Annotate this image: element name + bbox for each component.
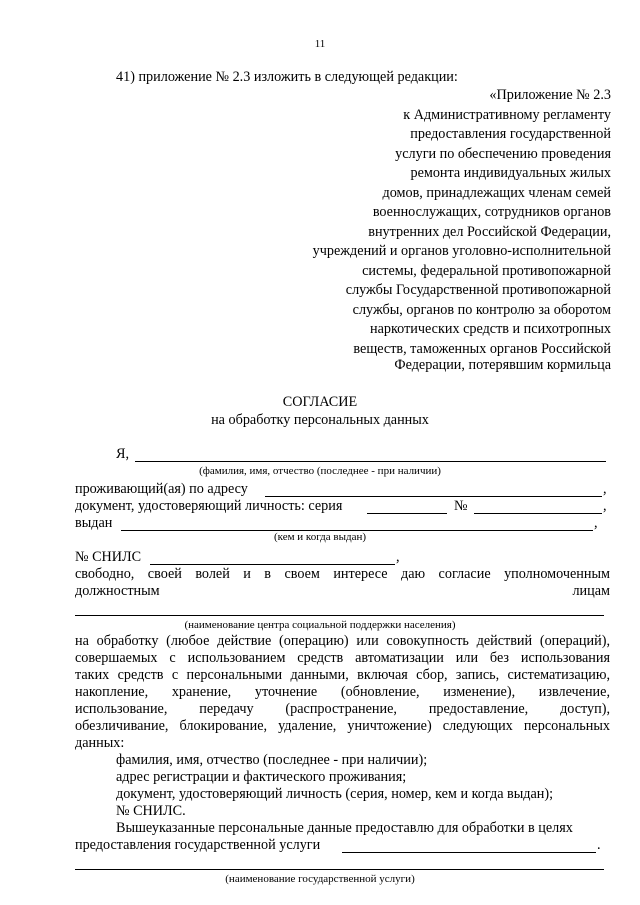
- annex-line: веществ, таможенных органов Российской: [353, 340, 611, 357]
- address-label: проживающий(ая) по адресу: [75, 481, 248, 497]
- period: .: [597, 837, 601, 853]
- final-line: Вышеуказанные персональные данные предоставлю для обработки в целях: [116, 820, 573, 836]
- comma: ,: [603, 481, 607, 497]
- consent-line: свободно, своей волей и в своем интересе даю согласие уполномоченным: [75, 566, 610, 582]
- annex-line: ремонта индивидуальных жилых: [410, 165, 611, 181]
- page-number: 11: [314, 38, 326, 50]
- body-line: обезличивание, блокирование, удаление, уничтожение) следующих персональных: [75, 718, 610, 734]
- document-subtitle: на обработку персональных данных: [211, 412, 429, 428]
- annex-line: службы Государственной противопожарной: [345, 282, 611, 298]
- list-item: № СНИЛС.: [116, 803, 186, 819]
- annex-line: «Приложение № 2.3: [489, 87, 611, 103]
- annex-line: наркотических средств и психотропных: [370, 321, 611, 337]
- doc-number-field[interactable]: [474, 513, 602, 514]
- issued-label: выдан: [75, 515, 113, 531]
- doc-label: документ, удостоверяющий личность: серия: [75, 498, 343, 514]
- consent-line-left: должностным: [75, 583, 160, 599]
- document-title: СОГЛАСИЕ: [282, 394, 358, 410]
- comma: ,: [396, 549, 400, 565]
- i-label: Я,: [116, 446, 130, 462]
- service-caption: (наименование государственной услуги): [225, 873, 415, 885]
- comma: ,: [603, 498, 607, 514]
- annex-line: системы, федеральной противопожарной: [362, 262, 611, 279]
- body-line-last: данных:: [75, 735, 125, 751]
- issued-caption: (кем и когда выдан): [273, 531, 367, 543]
- annex-line: Федерации, потерявшим кормильца: [394, 357, 611, 373]
- annex-line: военнослужащих, сотрудников органов: [372, 204, 611, 220]
- body-line: использование, передачу (распространение, предоставление, доступ),: [75, 701, 610, 717]
- list-item: фамилия, имя, отчество (последнее - при наличии);: [116, 752, 428, 768]
- intro-line: 41) приложение № 2.3 изложить в следующей редакции:: [116, 69, 458, 85]
- annex-line: внутренних дел Российской Федерации,: [368, 223, 611, 240]
- annex-line: предоставления государственной: [410, 126, 611, 142]
- comma: ,: [594, 515, 598, 531]
- body-line: таких средств с персональными данными, включая сбор, запись, систематизацию,: [75, 667, 610, 683]
- number-label: №: [454, 498, 468, 514]
- annex-line: домов, принадлежащих членам семей: [382, 184, 611, 201]
- snils-field[interactable]: [150, 564, 395, 565]
- list-item: документ, удостоверяющий личность (серия, номер, кем и когда выдан);: [116, 786, 554, 802]
- snils-label: № СНИЛС: [75, 549, 142, 565]
- center-caption: (наименование центра социальной поддержки населения): [184, 619, 456, 631]
- fio-field[interactable]: [135, 461, 606, 462]
- annex-line: к Административному регламенту: [403, 106, 611, 123]
- center-field[interactable]: [75, 615, 604, 616]
- annex-line: учреждений и органов уголовно-исполнительной: [312, 243, 611, 259]
- annex-line: услуги по обеспечению проведения: [395, 145, 611, 162]
- service-field[interactable]: [75, 869, 604, 870]
- final-line: предоставления государственной услуги: [75, 837, 321, 853]
- service-inline-field[interactable]: [342, 852, 596, 853]
- doc-series-field[interactable]: [367, 513, 447, 514]
- fio-caption: (фамилия, имя, отчество (последнее - при наличии): [199, 465, 441, 477]
- list-item: адрес регистрации и фактического проживания;: [116, 769, 407, 785]
- body-line: на обработку (любое действие (операцию) или совокупность действий (операций),: [75, 633, 610, 649]
- consent-line-right: лицам: [572, 583, 610, 599]
- body-line: совершаемых с использованием средств автоматизации или без использования: [75, 650, 610, 666]
- body-line: накопление, хранение, уточнение (обновление, изменение), извлечение,: [75, 684, 610, 700]
- address-field[interactable]: [265, 496, 602, 497]
- annex-line: службы, органов по контролю за оборотом: [352, 301, 611, 318]
